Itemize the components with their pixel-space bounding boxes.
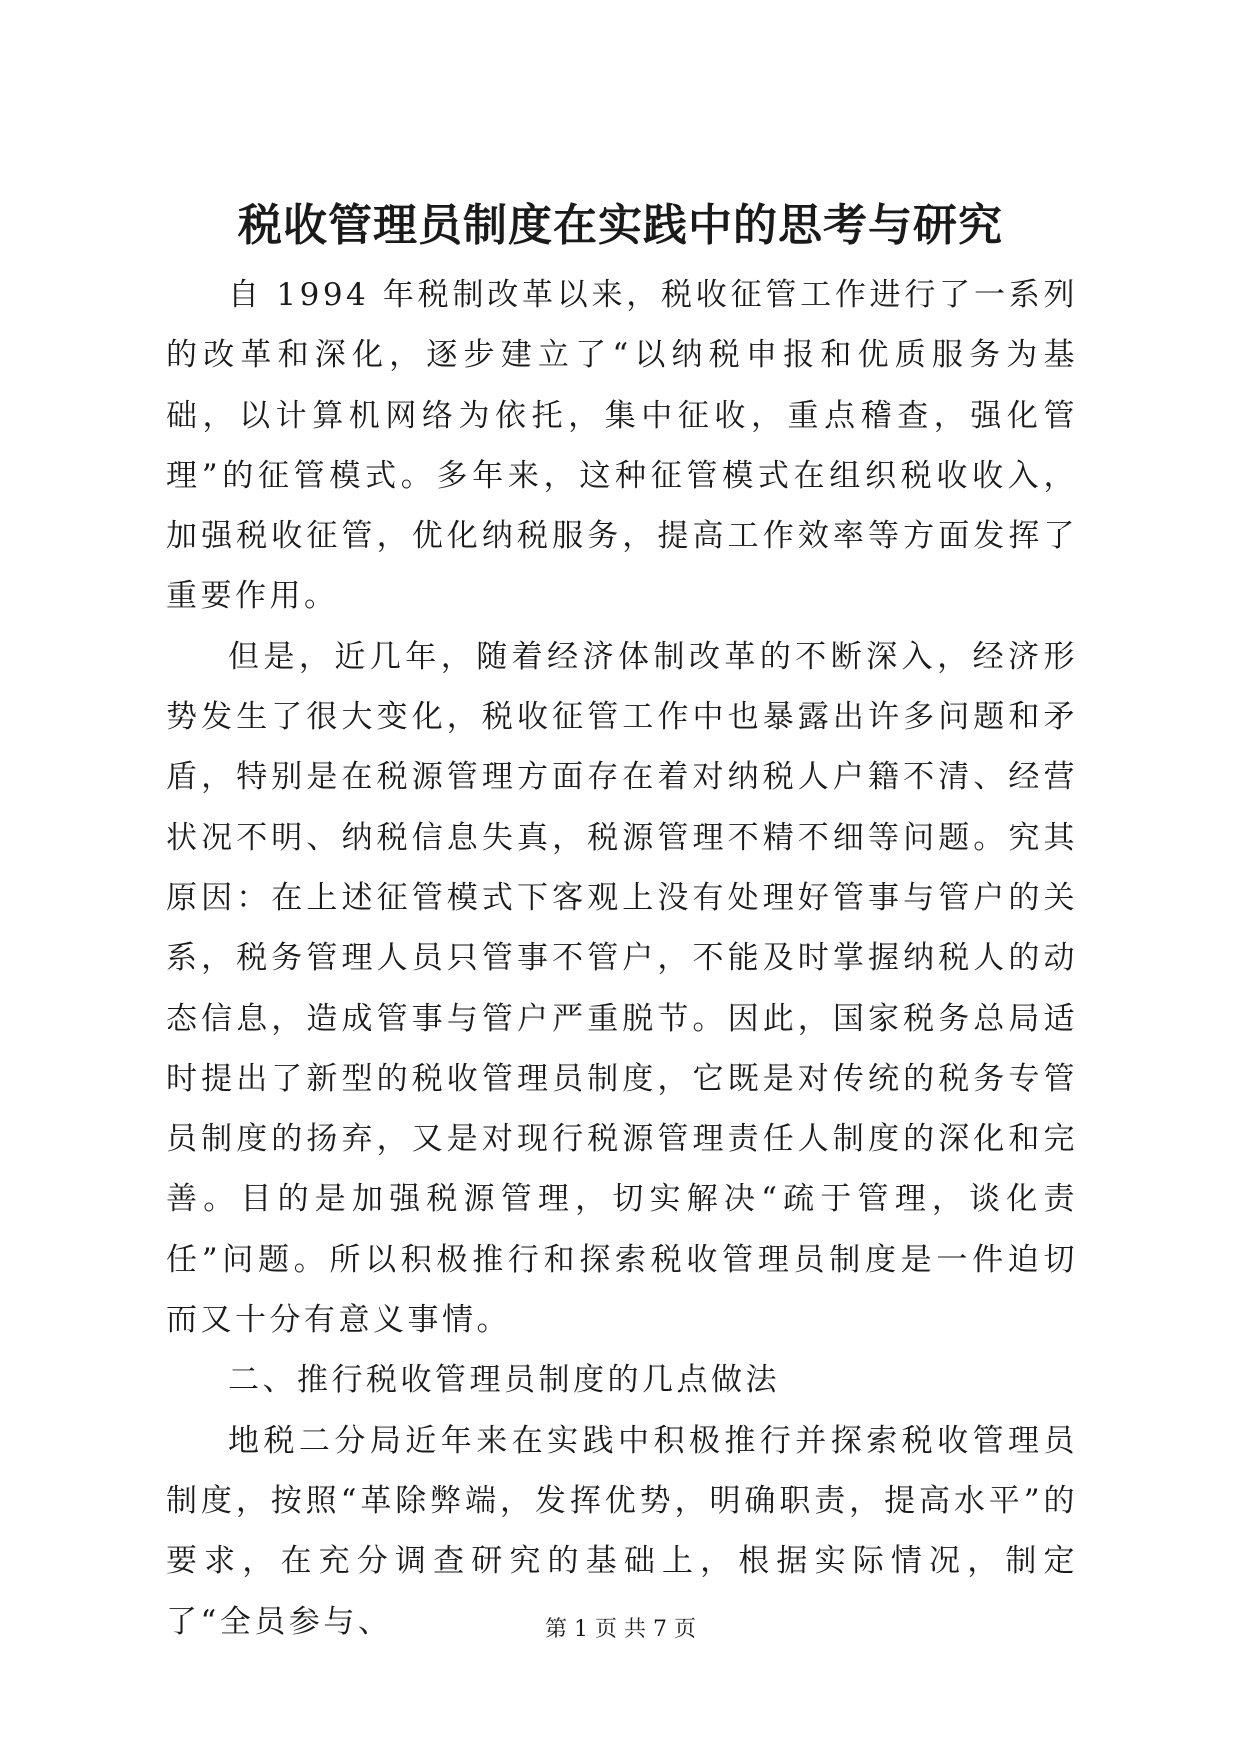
section-heading: 二、推行税收管理员制度的几点做法 <box>228 1362 780 1399</box>
paragraph-2: 但是，近几年，随着经济体制改革的不断深入，经济形势发生了很大变化，税收征管工作中也暴露出许多问题和矛盾，特别是在税源管理方面存在着对纳税人户籍不清、经营状况不明、纳税信息失真，税源管理不精不细等问题。究其原因：在上述征管模式下客观上没有处理好管事与管户的关系，税务管理人员只管事不管户，不能及时掌握纳税人的动态信息，造成管事与管户严重脱节。因此，国家税务总局适时提出了新型的税收管理员制度，它既是对传统的税务专管员制度的扬弃，又是对现行税源管理责任人制度的深化和完善。目的是加强税源管理，切实解决“疏于管理，谈化责任”问题。所以积极推行和探索税收管理员制度是一件迫切而又十分有意义事情。 <box>166 638 1078 1339</box>
page-footer: 第 1 页 共 7 页 <box>545 1617 696 1642</box>
document-body <box>166 265 1078 1652</box>
document-title: 税收管理员制度在实践中的思考与研究 <box>238 200 1003 251</box>
paragraph-3: 地税二分局近年来在实践中积极推行并探索税收管理员制度，按照“革除弊端，发挥优势，明确职责，提高水平”的要求，在充分调查研究的基础上，根据实际情况，制定了“全员参与、 <box>166 1422 1078 1640</box>
paragraph-1: 自 1994 年税制改革以来，税收征管工作进行了一系列的改革和深化，逐步建立了“以纳税申报和优质服务为基础，以计算机网络为依托，集中征收，重点稽查，强化管理”的征管模式。多年来，这种征管模式在组织税收收入，加强税收征管，优化纳税服务，提高工作效率等方面发挥了重要作用。 <box>166 277 1078 615</box>
